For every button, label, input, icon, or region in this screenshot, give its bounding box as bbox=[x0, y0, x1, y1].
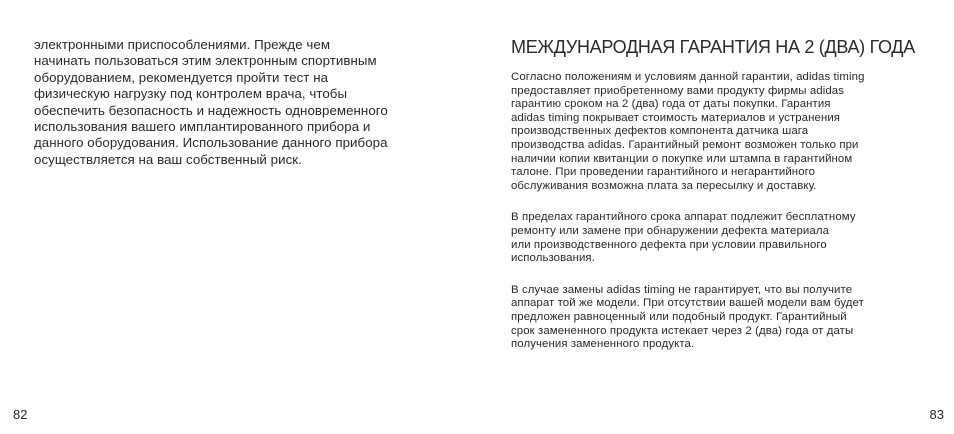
text-line: гарантию сроком на 2 (два) года от даты покупки. Гарантия bbox=[511, 98, 831, 111]
page-number-left: 82 bbox=[13, 407, 28, 422]
text-line: предложен равноценный или подобный продукт. Гарантийный bbox=[511, 310, 847, 323]
text-line: или производственного дефекта при условии правильного bbox=[511, 238, 827, 251]
text-line: В случае замены adidas timing не гарантирует, что вы получите bbox=[511, 283, 853, 296]
text-line: аппарат той же модели. При отсутствии вашей модели вам будет bbox=[511, 297, 864, 310]
text-line: производства adidas. Гарантийный ремонт возможен только при bbox=[511, 138, 859, 151]
text-line: обеспечить безопасность и надежность одновременного bbox=[34, 102, 388, 118]
text-line: получения замененного продукта. bbox=[511, 338, 695, 351]
text-line: данного оборудования. Использование данного прибора bbox=[34, 135, 388, 151]
text-line: электронными приспособлениями. Прежде чем bbox=[34, 37, 331, 52]
text-line: талоне. При проведении гарантийного и негарантийного bbox=[511, 166, 816, 179]
text-line: обслуживания возможна плата за пересылку и доставку. bbox=[511, 179, 817, 192]
warranty-paragraph-1 bbox=[511, 71, 923, 193]
text-line: В пределах гарантийного срока аппарат подлежит бесплатному bbox=[511, 211, 856, 224]
text-line: физическую нагрузку под контролем врача, чтобы bbox=[34, 86, 348, 102]
text-line: adidas timing покрывает стоимость материалов и устранения bbox=[511, 111, 841, 124]
text-line: наличии копии квитанции о покупке или штампа в гарантийном bbox=[511, 152, 853, 165]
left-page-paragraph bbox=[34, 37, 444, 168]
text-line: производственных дефектов компонента датчика шага bbox=[511, 125, 809, 138]
text-line: Согласно положениям и условиям данной гарантии, adidas timing bbox=[511, 71, 865, 83]
text-line: использования. bbox=[511, 252, 595, 265]
text-line: оборудованием, рекомендуется пройти тест на bbox=[34, 69, 329, 85]
left-page bbox=[34, 37, 444, 168]
text-line: начинать пользоваться этим электронным спортивным bbox=[34, 53, 377, 69]
warranty-paragraph-3 bbox=[511, 284, 923, 352]
text-line: ремонту или замене при обнаружении дефекта материала bbox=[511, 224, 830, 237]
page-number-right: 83 bbox=[929, 407, 944, 422]
warranty-paragraph-2 bbox=[511, 211, 923, 265]
text-line: осуществляется на ваш собственный риск. bbox=[34, 151, 302, 167]
text-line: предоставляет приобретенному вами продукту фирмы adidas bbox=[511, 84, 844, 97]
right-page bbox=[511, 36, 923, 370]
warranty-title: МЕЖДУНАРОДНАЯ ГАРАНТИЯ НА 2 (ДВА) ГОДА bbox=[511, 37, 915, 57]
text-line: срок замененного продукта истекает через 2 (два) года от даты bbox=[511, 324, 854, 337]
text-line: использования вашего имплантированного прибора и bbox=[34, 119, 371, 135]
